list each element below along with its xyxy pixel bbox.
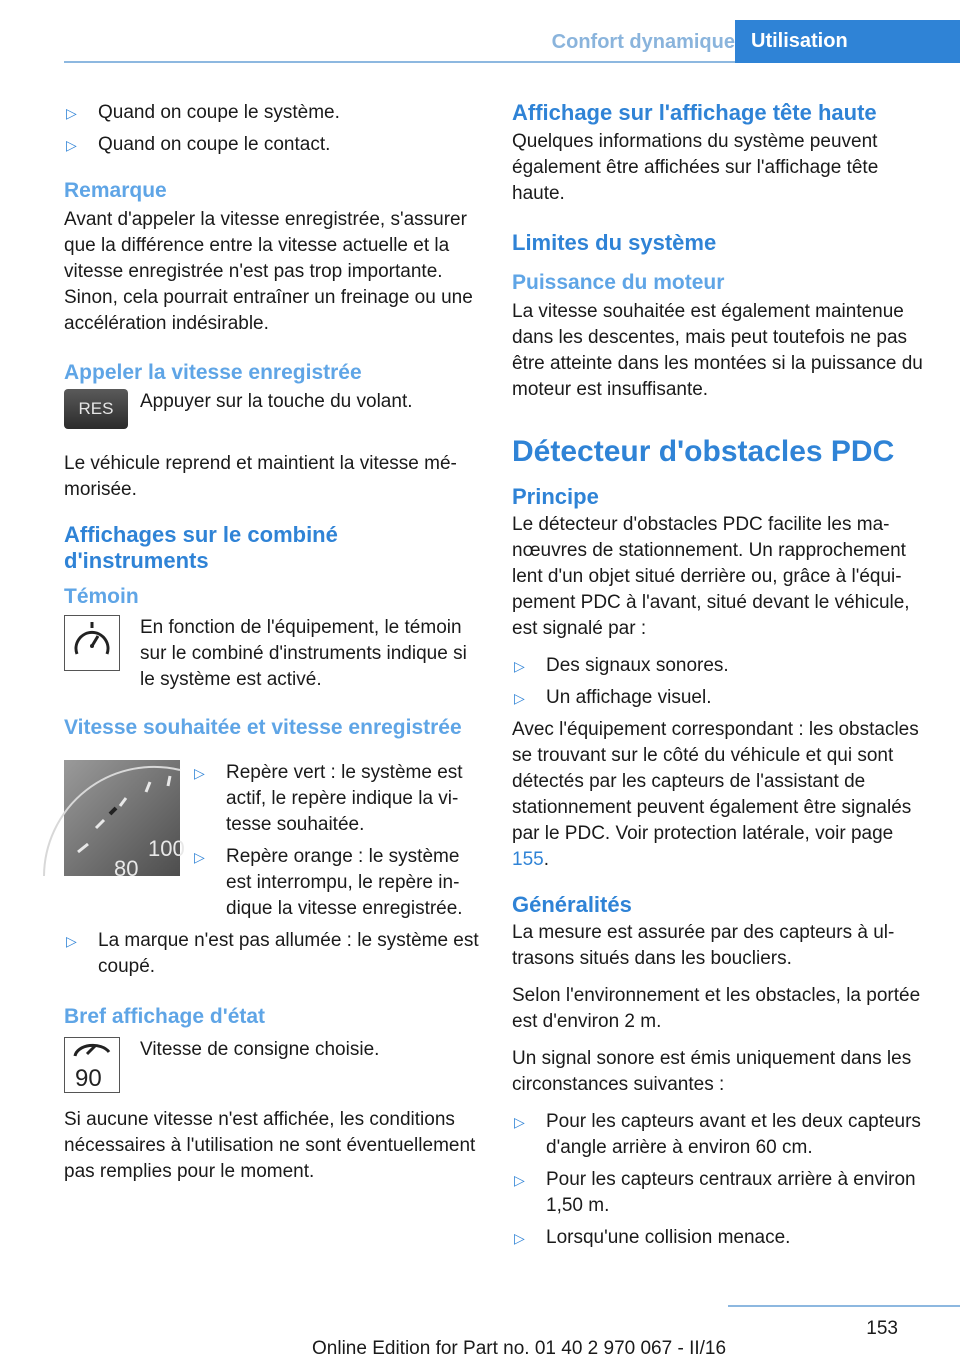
gauge-row [64,760,482,922]
left-column [64,100,482,1196]
triangle-bullet-icon: ▷ [514,1230,525,1246]
list-item: ▷ Lorsqu'une collision menace. [512,1225,930,1251]
cruise-control-indicator-icon [64,615,120,671]
page-number: 153 [866,1318,898,1339]
limites-heading: Limites du système [512,230,717,255]
list-item: ▷ Quand on coupe le contact. [64,132,482,158]
triangle-bullet-icon: ▷ [194,849,205,865]
set-speed-icon [64,1037,120,1093]
triangle-bullet-icon: ▷ [514,1172,525,1188]
bref-row [64,1037,482,1095]
list-item: ▷ Repère orange : le système est interrompu, le repère indique la vitesse enregistrée. [194,846,463,919]
triangle-bullet-icon: ▷ [66,105,77,121]
temoin-heading: Témoin [64,585,139,608]
triangle-bullet-icon: ▷ [514,690,525,706]
top-bullet-list [64,100,482,158]
hud-text: Quelques informations du système peuvent également être affichées sur l'affichage tête haute. [512,131,879,204]
generalites-heading: Généralités [512,892,632,917]
aucune-text: Si aucune vitesse n'est affichée, les conditions nécessaires à l'utilisation ne sont éventuellement pas remplies pour le moment. [64,1109,476,1182]
vitesse-heading: Vitesse souhaitée et vitesse enregistrée [64,716,462,739]
selon-text: Selon l'environnement et les obstacles, la portée est d'environ 2 m. [512,985,921,1032]
speed-value: 90 [75,1065,102,1092]
appeler-text: Appuyer sur la touche du volant. [140,391,413,412]
appeler-heading: Appeler la vitesse enregistrée [64,361,362,384]
page-link[interactable]: 155 [512,849,544,870]
list-item: ▷ Pour les capteurs centraux arrière à environ 1,50 m. [514,1169,916,1216]
triangle-bullet-icon: ▷ [194,765,205,781]
reprend-text: Le véhicule reprend et maintient la vitesse mémorisée. [64,453,457,500]
mesure-text: La mesure est assurée par des capteurs à ultrasons situés dans les boucliers. [512,922,895,969]
header-section-tab[interactable]: Confort dynamique [551,31,735,53]
temoin-row [64,615,482,693]
puissance-text: La vitesse souhaitée est également maintenue dans les descentes, mais peut toutefois ne pas être atteinte dans les montées si la puissance du moteur est insuffisante. [512,301,923,400]
pdc-heading: Détecteur d'obstacles PDC [512,435,895,468]
gauge-label-100: 100 [148,836,185,861]
gauge-bullet-list [192,760,482,922]
res-row [64,389,482,439]
list-item: ▷ Repère vert : le système est actif, le repère indique la vitesse souhaitée. [194,762,463,835]
avec-paragraph: Avec l'équipement correspondant : les obstacles se trouvant sur le côté du véhicule et qui sont détectés par les capteurs de l'assistant de stationnement peuvent également être signalés par le PDC. Voir protection latérale, voir page 155. [512,719,919,870]
temoin-text: En fonction de l'équipement, le témoin sur le combiné d'instruments indique si le système est activé. [140,617,467,690]
triangle-bullet-icon: ▷ [66,137,77,153]
list-item: ▷ Quand on coupe le système. [64,100,482,126]
list-item: ▷ Des signaux sonores. [512,653,930,679]
gauge-label-80: 80 [114,856,139,881]
triangle-bullet-icon: ▷ [514,658,525,674]
triangle-bullet-icon: ▷ [66,933,77,949]
signal-bullet-list [512,653,930,711]
list-item: ▷ Pour les capteurs avant et les deux capteurs d'angle arrière à environ 60 cm. [514,1111,921,1158]
list-item: ▷ La marque n'est pas allumée : le système est coupé. [66,930,479,977]
affichages-heading: Affichages sur le combiné d'instruments [64,522,338,573]
signal-text: Un signal sonore est émis uniquement dans les circonstances suivantes : [512,1048,912,1095]
right-column [512,100,930,1257]
remarque-text: Avant d'appeler la vitesse enregistrée, s'assurer que la différence entre la vitesse actuelle et la vitesse enregistrée n'est pas trop importante. Sinon, cela pourrait entraîner un freinage ou une accélération indésirable. [64,209,473,334]
remarque-heading: Remarque [64,179,167,202]
bref-text: Vitesse de consigne choisie. [140,1039,380,1060]
triangle-bullet-icon: ▷ [514,1114,525,1130]
circ-bullet-list [512,1109,930,1251]
header-chapter-tab[interactable]: Utilisation [735,20,960,63]
res-button-icon: RES [64,389,128,429]
principe-heading: Principe [512,484,599,509]
bref-heading: Bref affichage d'état [64,1005,266,1028]
edition-text: Online Edition for Part no. 01 40 2 970 067 - II/16 [312,1338,727,1359]
principe-text: Le détecteur d'obstacles PDC facilite les manœuvres de stationnement. Un rapprochement lent d'un objet situé derrière ou, grâce à l'équipement PDC à l'avant, situé devant le véhicule, est signalé par : [512,514,910,639]
footer-rule [728,1305,960,1307]
hud-heading: Affichage sur l'affichage tête haute [512,100,877,125]
list-item: ▷ Un affichage visuel. [512,685,930,711]
puissance-heading: Puissance du moteur [512,271,725,294]
marque-bullet-list [64,928,482,980]
speedometer-image [64,760,185,884]
